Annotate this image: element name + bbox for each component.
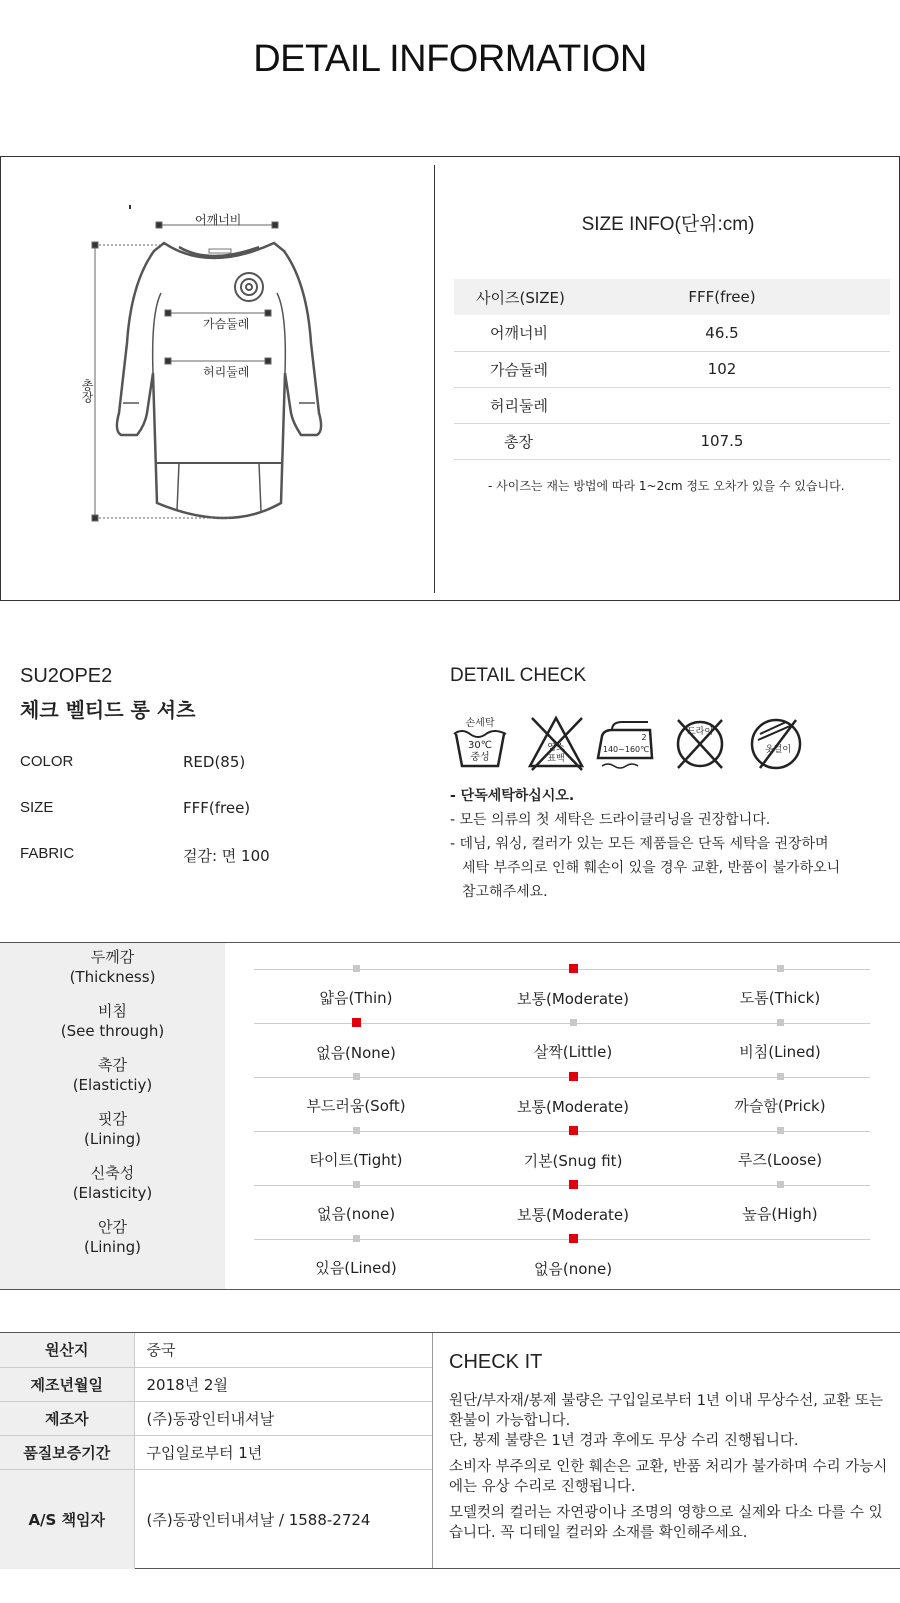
maker-key: 제조년월일 xyxy=(0,1367,134,1401)
feel-option-label: 높음(High) xyxy=(742,1205,818,1223)
feel-option-label: 타이트(Tight) xyxy=(309,1151,403,1169)
table-row xyxy=(454,387,890,423)
maker-table xyxy=(0,1333,432,1569)
size-row-label: 어깨너비 xyxy=(454,315,634,351)
size-info-box xyxy=(0,156,900,601)
size-note: - 사이즈는 재는 방법에 따라 1~2cm 정도 오차가 있을 수 있습니다. xyxy=(488,479,845,493)
check-it-title: CHECK IT xyxy=(449,1351,543,1373)
maker-key: 제조자 xyxy=(0,1401,134,1435)
feel-label-ko: 두께감 xyxy=(90,948,135,966)
maker-info-section xyxy=(0,1332,900,1569)
feel-marker xyxy=(777,1181,784,1188)
check-it-paragraph: 소비자 부주의로 인한 훼손은 교환, 반품 처리가 불가하며 수리 가능시에는 유상 수리로 진행됩니다. xyxy=(449,1459,888,1495)
feel-label-en: (Lining) xyxy=(84,1130,141,1148)
care-line: 참고해주세요. xyxy=(462,884,548,900)
bleach-top-text: 염소 xyxy=(547,743,565,753)
feel-option-label: 비침(Lined) xyxy=(739,1043,821,1061)
size-table-header xyxy=(454,279,890,315)
feel-label-en: (Thickness) xyxy=(69,968,156,986)
feel-label-ko: 안감 xyxy=(98,1218,127,1236)
size-value: FFF(free) xyxy=(183,799,251,817)
bleach-bottom-text: 표백 xyxy=(547,754,565,764)
feel-label-ko: 비침 xyxy=(98,1002,127,1020)
hand-wash-bottom-text: 중성 xyxy=(470,752,490,763)
fabric-value: 겉감: 면 100 xyxy=(183,847,270,865)
product-code: SU2OPE2 xyxy=(20,665,113,687)
size-info-title: SIZE INFO(단위:cm) xyxy=(581,214,755,235)
hand-wash-icon xyxy=(450,712,510,774)
maker-value: (주)동광인터내셔날 xyxy=(134,1401,432,1435)
feel-label-en: (Elasticity) xyxy=(72,1184,153,1202)
maker-value: 구입일로부터 1년 xyxy=(134,1435,432,1469)
bottom-divider xyxy=(432,1333,433,1568)
feel-option-label: 루즈(Loose) xyxy=(737,1151,823,1169)
feel-marker xyxy=(353,1235,360,1242)
size-row-value: 107.5 xyxy=(634,423,890,459)
size-row-label: 허리둘레 xyxy=(454,387,634,423)
feel-label-ko: 핏감 xyxy=(98,1110,127,1128)
feel-marker xyxy=(353,1073,360,1080)
feel-row-label xyxy=(0,1109,225,1149)
feel-label-en: (Elastictiy) xyxy=(72,1076,153,1094)
size-row-value: 46.5 xyxy=(634,315,890,351)
care-line: - 데님, 워싱, 컬러가 있는 모든 제품들은 단독 세탁을 권장하며 xyxy=(450,836,829,852)
hand-wash-temp-text: 30℃ xyxy=(468,740,492,751)
detail-check-title: DETAIL CHECK xyxy=(450,665,587,686)
diagram-label-chest: 가슴둘레 xyxy=(203,317,250,331)
iron-icon xyxy=(596,712,660,774)
feel-selected-marker xyxy=(569,1126,578,1135)
feel-option-label: 보통(Moderate) xyxy=(516,1098,630,1116)
feel-selected-marker xyxy=(569,1072,578,1081)
care-line: 세탁 부주의로 인해 훼손이 있을 경우 교환, 반품이 불가하오니 xyxy=(462,860,841,876)
feel-marker xyxy=(777,1019,784,1026)
feel-row-label xyxy=(0,1001,225,1041)
feel-option-label: 얇음(Thin) xyxy=(319,989,393,1007)
table-row xyxy=(454,315,890,351)
table-row xyxy=(0,1435,432,1469)
size-row-value xyxy=(634,387,890,423)
feel-marker xyxy=(353,1127,360,1134)
diagram-label-length: 총장 xyxy=(80,379,94,403)
dry-text: 드라이 xyxy=(686,727,714,737)
feel-label-ko: 신축성 xyxy=(90,1164,135,1182)
tumble-text: 옷걸이 xyxy=(764,745,792,755)
iron-temp-text: 140~160℃ xyxy=(602,745,650,754)
feel-marker xyxy=(353,965,360,972)
maker-key: 품질보증기간 xyxy=(0,1435,134,1469)
feel-row xyxy=(0,1053,900,1116)
feel-label-ko: 촉감 xyxy=(98,1056,127,1074)
care-line: - 모든 의류의 첫 세탁은 드라이클리닝을 권장합니다. xyxy=(450,812,771,828)
size-header-label: 사이즈(SIZE) xyxy=(476,288,565,307)
maker-key: A/S 책임자 xyxy=(0,1469,134,1569)
feel-option-label: 있음(Lined) xyxy=(315,1259,397,1277)
feel-row xyxy=(0,945,900,1008)
table-row xyxy=(0,1333,432,1367)
feel-label-en: (Lining) xyxy=(84,1238,141,1256)
size-table xyxy=(454,279,890,460)
feel-selected-marker xyxy=(352,1018,361,1027)
page-title: DETAIL INFORMATION xyxy=(253,38,647,80)
feel-option-label: 까슬함(Prick) xyxy=(734,1097,826,1115)
feel-option-label: 없음(none) xyxy=(533,1260,613,1278)
maker-key: 원산지 xyxy=(0,1333,134,1367)
feel-row xyxy=(0,1161,900,1224)
diagram-label-shoulder: 어깨너비 xyxy=(195,213,242,227)
feel-marker xyxy=(353,1181,360,1188)
no-bleach-icon xyxy=(526,712,586,774)
info-row-size xyxy=(20,799,420,821)
feel-row-label xyxy=(0,1217,225,1257)
maker-value: 중국 xyxy=(134,1333,432,1367)
size-row-value: 102 xyxy=(634,351,890,387)
size-label: SIZE xyxy=(20,799,54,816)
feel-selected-marker xyxy=(569,1234,578,1243)
size-row-label: 총장 xyxy=(454,423,634,459)
feel-row xyxy=(0,1107,900,1170)
hand-wash-top-text: 손세탁 xyxy=(465,718,495,729)
feel-row xyxy=(0,999,900,1062)
table-row xyxy=(454,423,890,459)
fabric-feel-table xyxy=(0,942,900,1290)
feel-row xyxy=(0,1215,900,1278)
table-row xyxy=(0,1367,432,1401)
feel-marker xyxy=(777,1127,784,1134)
feel-option-label: 보통(Moderate) xyxy=(516,990,630,1008)
feel-option-label: 기본(Snug fit) xyxy=(523,1152,623,1170)
iron-dots-text: 2 xyxy=(641,733,647,742)
feel-option-label: 부드러움(Soft) xyxy=(306,1097,406,1115)
color-label: COLOR xyxy=(20,753,74,770)
table-row xyxy=(0,1469,432,1569)
feel-option-label: 살짝(Little) xyxy=(533,1043,613,1061)
care-icons xyxy=(450,712,830,774)
feel-selected-marker xyxy=(569,1180,578,1189)
diagram-label-waist: 허리둘레 xyxy=(203,365,250,379)
care-instructions xyxy=(450,784,890,904)
feel-option-label: 없음(None) xyxy=(316,1044,396,1062)
feel-option xyxy=(465,1235,681,1279)
check-it-text xyxy=(449,1391,889,1549)
feel-option-label: 보통(Moderate) xyxy=(516,1206,630,1224)
table-row xyxy=(454,351,890,387)
feel-label-en: (See through) xyxy=(60,1022,165,1040)
feel-selected-marker xyxy=(569,964,578,973)
maker-value: 2018년 2월 xyxy=(134,1367,432,1401)
info-row-color xyxy=(20,753,420,775)
no-dry-clean-icon xyxy=(670,712,730,774)
feel-marker xyxy=(777,1073,784,1080)
feel-marker xyxy=(777,965,784,972)
color-value: RED(85) xyxy=(183,753,246,771)
check-it-paragraph: 단, 봉제 불량은 1년 경과 후에도 무상 수리 진행됩니다. xyxy=(449,1433,799,1449)
feel-marker xyxy=(570,1019,577,1026)
feel-row-label xyxy=(0,947,225,987)
maker-value: (주)동광인터내셔날 / 1588-2724 xyxy=(146,1510,371,1529)
fabric-label: FABRIC xyxy=(20,845,75,862)
size-row-label: 가슴둘레 xyxy=(454,351,634,387)
feel-option xyxy=(248,1235,464,1278)
table-row xyxy=(0,1401,432,1435)
check-it-paragraph: 모델컷의 컬러는 자연광이나 조명의 영향으로 실제와 다소 다를 수 있습니다. 꼭 디테일 컬러와 소재를 확인해주세요. xyxy=(449,1505,883,1541)
size-header-value: FFF(free) xyxy=(688,288,756,306)
care-line: - 단독세탁하십시오. xyxy=(450,788,575,804)
no-tumble-dry-icon xyxy=(746,712,806,774)
feel-row-label xyxy=(0,1055,225,1095)
feel-option-label: 도톰(Thick) xyxy=(739,989,821,1007)
product-name: 체크 벨티드 롱 셔츠 xyxy=(20,698,196,722)
check-it-paragraph: 원단/부자재/봉제 불량은 구입일로부터 1년 이내 무상수선, 교환 또는 환불이 가능합니다. xyxy=(449,1393,884,1429)
info-row-fabric xyxy=(20,845,420,867)
feel-row-label xyxy=(0,1163,225,1203)
feel-option-label: 없음(none) xyxy=(316,1205,396,1223)
